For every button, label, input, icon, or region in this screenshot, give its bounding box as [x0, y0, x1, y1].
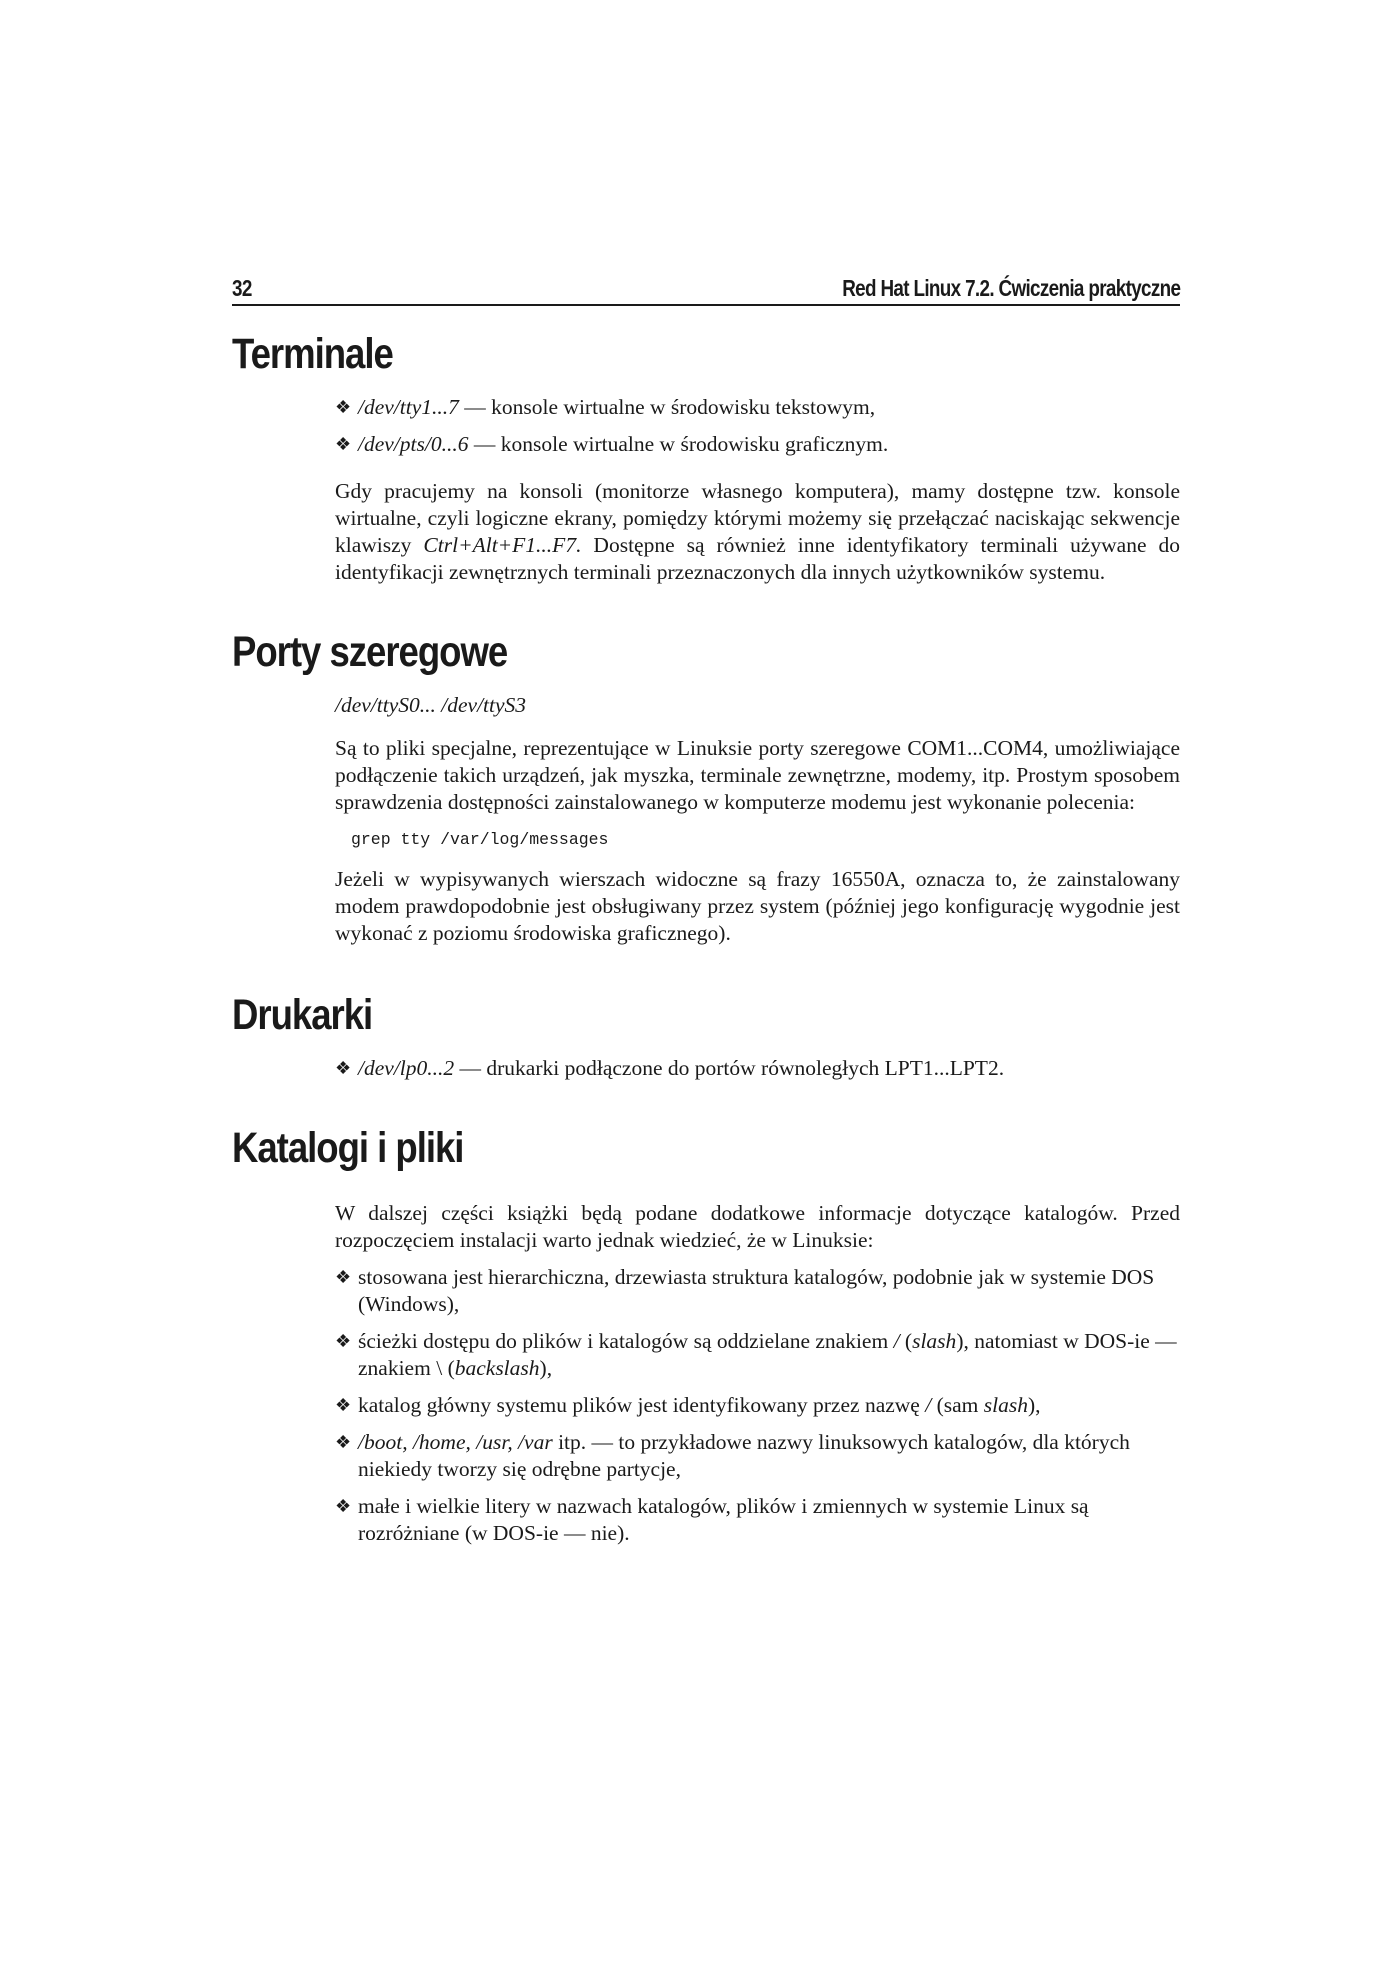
- bullet-icon: ❖: [335, 397, 352, 417]
- katalogi-intro: W dalszej części książki będą podane dodatkowe informacje dotyczące katalogów. Przed rozpoczęciem instalacji warto jednak wiedzieć, że w Linuksie:: [335, 1201, 1180, 1252]
- bullet-icon: ❖: [335, 434, 352, 454]
- list-item: ❖ /dev/tty1...7 — konsole wirtualne w środowisku tekstowym,: [335, 395, 876, 419]
- katalogi-section: [335, 1200, 1180, 1547]
- list-item: ❖ /boot, /home, /usr, /var itp. — to przykładowe nazwy linuksowych katalogów, dla których niekiedy tworzy się odrębne partycje,: [335, 1430, 1130, 1481]
- list-item: ❖ /dev/pts/0...6 — konsole wirtualne w środowisku graficznym.: [335, 432, 889, 456]
- porty-paragraph-1: Są to pliki specjalne, reprezentujące w Linuksie porty szeregowe COM1...COM4, umożliwiające podłączenie takich urządzeń, jak myszka, terminale zewnętrzne, modemy, itp. Prostym sposobem sprawdzenia dostępności zainstalowanego w komputerze modemu jest wykonanie polecenia:: [335, 736, 1180, 814]
- book-page: [232, 268, 1180, 1547]
- bullet-icon: ❖: [335, 1496, 352, 1516]
- list-item: ❖ ścieżki dostępu do plików i katalogów są oddzielane znakiem / (slash), natomiast w DOS-ie — znakiem \ (backslash),: [335, 1329, 1177, 1380]
- porty-paragraph-2: Jeżeli w wypisywanych wierszach widoczne są frazy 16550A, oznacza to, że zainstalowany modem prawdopodobnie jest obsługiwany przez system (później jego konfigurację wygodnie jest wykonać z poziomu środowiska graficznego).: [335, 867, 1180, 945]
- bullet-icon: ❖: [335, 1331, 352, 1351]
- section-title-porty: Porty szeregowe: [232, 628, 508, 676]
- list-item: ❖ stosowana jest hierarchiczna, drzewiasta struktura katalogów, podobnie jak w systemie DOS (Windows),: [335, 1265, 1155, 1316]
- drukarki-section: [335, 1055, 1180, 1082]
- command-example: grep tty /var/log/messages: [351, 830, 609, 849]
- device-path: /dev/lp0...2: [358, 1056, 455, 1080]
- list-item: ❖ /dev/lp0...2 — drukarki podłączone do portów równoległych LPT1...LPT2.: [335, 1056, 1005, 1080]
- bullet-icon: ❖: [335, 1395, 352, 1415]
- list-item: ❖ katalog główny systemu plików jest identyfikowany przez nazwę / (sam slash),: [335, 1393, 1041, 1417]
- device-path: /dev/tty1...7: [358, 395, 459, 419]
- book-title: Red Hat Linux 7.2. Ćwiczenia praktyczne: [841, 275, 1180, 301]
- terminale-paragraph: Gdy pracujemy na konsoli (monitorze własnego komputera), mamy dostępne tzw. konsole wirtualne, czyli logiczne ekrany, pomiędzy którymi możemy się przełączać naciskając sekwencje klawiszy Ctrl+Alt+F1...F7. Dostępne są również inne identyfikatory terminali używane do identyfikacji zewnętrznych terminali przeznaczonych dla innych użytkowników systemu.: [335, 479, 1180, 584]
- running-header: [232, 268, 1180, 306]
- list-item: ❖ małe i wielkie litery w nazwach katalogów, plików i zmiennych w systemie Linux są rozróżniane (w DOS-ie — nie).: [335, 1494, 1089, 1545]
- section-title-katalogi: Katalogi i pliki: [232, 1124, 464, 1172]
- page-number: 32: [232, 275, 252, 301]
- bullet-icon: ❖: [335, 1432, 352, 1452]
- terminale-section: [335, 394, 1180, 586]
- bullet-icon: ❖: [335, 1267, 352, 1287]
- section-title-drukarki: Drukarki: [232, 991, 373, 1039]
- section-title-terminale: Terminale: [232, 330, 393, 378]
- bullet-icon: ❖: [335, 1058, 352, 1078]
- device-path: /dev/pts/0...6: [358, 432, 469, 456]
- device-range: /dev/ttyS0... /dev/ttyS3: [335, 693, 527, 717]
- porty-section: [335, 692, 1180, 947]
